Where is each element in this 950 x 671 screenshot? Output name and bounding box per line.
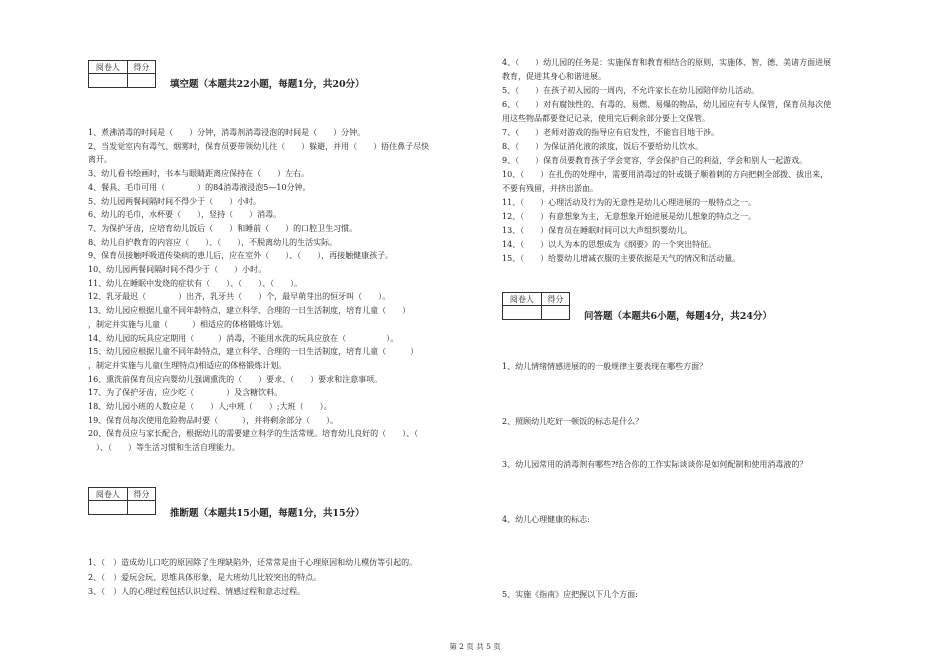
- s2r-line: 用这些物品都要登记记录，使用完后剩余部分要上交保管。: [502, 114, 710, 123]
- qa-question: 5、实施《指南》应把握以下几个方面:: [502, 590, 638, 599]
- s2r-line: 13、（ ）保育员在睡眠时间可以大声组织婴幼儿。: [502, 226, 693, 235]
- score-label: 得分: [127, 61, 155, 74]
- score-box-2: [88, 487, 156, 515]
- reviewer-label: 阅卷人: [89, 61, 128, 74]
- s1-line: 1、煮沸消毒的时间是（ ）分钟，消毒剂消毒浸泡的时间是（ ）分钟。: [88, 128, 366, 137]
- s1-line: 16、熏洗前保育员应向婴幼儿强调熏洗的（ ）要求、（ ）要求和注意事项。: [88, 374, 383, 384]
- s2l-line: 1、（ ）造成幼儿口吃的原因除了生理缺陷外，还常常是由于心理原因和幼儿模仿等引起的。: [88, 558, 418, 567]
- s2r-line: 9、（ ）保育员要教育孩子学会宽容，学会保护自己的利益，学会和别人一起游戏。: [502, 156, 808, 165]
- s1-line: 2、当发觉室内有毒气、烟雾时，保育员要带领幼儿往（ ）躲避，并用（ ）捂住鼻子尽快: [88, 141, 430, 151]
- score-cell: [127, 501, 155, 515]
- qa-question: 4、幼儿心理健康的标志:: [502, 515, 590, 524]
- s2r-line: 6、（ ）对有腐蚀性的、有毒的、易燃、易爆的物品，幼儿园应有专人保管，保育员每次使: [502, 100, 832, 109]
- score-label: 得分: [541, 293, 569, 306]
- s2r-line: 14、（ ）以人为本的思想成为《纲要》的一个突出特征。: [502, 240, 717, 249]
- s1-line: 3、幼儿看书绘画时，书本与眼睛距离应保持在（ ）左右。: [88, 169, 310, 179]
- s2r-line: 10、（ ）在扎伤的处理中，需要用消毒过的针或镊子顺着刺的方向把刺全部拨、拔出来，: [502, 170, 829, 179]
- s2r-line: 15、（ ）给婴幼儿增减衣服的主要依据是天气的情况和活动量。: [502, 254, 741, 263]
- s1-line: 7、为保护牙齿，应培育幼儿饭后（ ）和睡前（ ）的口腔卫生习惯。: [88, 223, 358, 233]
- s1-line: 19、保育员每次使用危险物品时要（ ），并将剩余部分（ ）。: [88, 415, 339, 425]
- s2r-line: 4、（ ）幼儿园的任务是：实施保育和教育相结合的原则，实施体、智、德、美诸方面进展: [502, 58, 832, 67]
- s1-line: ，制定并实施与儿童（ ）相适应的体格锻炼计划。: [88, 319, 288, 329]
- s2r-line: 不要有残留，并挤出淤血。: [502, 184, 598, 193]
- score-cell: [541, 306, 569, 320]
- s1-line: 9、保育员接触呼吸道传染病的患儿后，应在室外（ ）、（ ），再接触健康孩子。: [88, 251, 394, 261]
- section-title-fill-in: 填空题（本题共22小题，每题1分，共20分）: [170, 79, 365, 90]
- s1-line: 14、幼儿园的玩具应定期用（ ）消毒，不能用水洗的玩具应放在（ ）。: [88, 333, 399, 343]
- reviewer-cell: [89, 501, 128, 515]
- s1-line: 离开。: [88, 155, 112, 165]
- qa-question: 1、幼儿情绪情感进展的的一般规律主要表现在哪些方面？: [502, 362, 708, 371]
- s1-line: 8、幼儿自护教育的内容应（ ）、（ ），不脱离幼儿的生活实际。: [88, 237, 338, 247]
- s1-line: 15、幼儿园应根据儿童不同年龄特点，建立科学、合理的一日生活制度，培育儿童（ ）: [88, 347, 419, 357]
- score-box-3: [502, 292, 570, 320]
- reviewer-cell: [503, 306, 542, 320]
- score-label: 得分: [127, 488, 155, 501]
- s1-line: ，制定并实施与儿童(生理特点)相适应的体格锻炼计划。: [88, 360, 287, 370]
- s2l-line: 3、（ ）人的心理过程包括认识过程、情感过程和意志过程。: [88, 587, 306, 596]
- s1-line: 11、幼儿在睡眠中发烧的症状有（ ）、（ ）、（ ）。: [88, 278, 303, 288]
- s1-line: ）、（ ）等生活习惯和生活自理能力。: [88, 443, 240, 453]
- s2r-line: 教育，促进其身心和谐进展。: [502, 72, 606, 81]
- s1-line: 5、幼儿园两餐间隔时间不得少于（ ）小时。: [88, 196, 262, 206]
- s1-line: 10、幼儿园两餐间隔时间不得少于（ ）小时。: [88, 265, 267, 274]
- s1-line: 13、幼儿园应根据儿童不同年龄特点，建立科学、合理的一日生活制度，培育儿童（ ）: [88, 306, 411, 316]
- reviewer-label: 阅卷人: [503, 293, 542, 306]
- s1-line: 4、餐具、毛巾可用（ ）的84消毒液浸泡5—10分钟。: [88, 182, 311, 192]
- s1-line: 12、乳牙最迟（ ）出齐，乳牙共（ ）个，最早萌芽出的恒牙叫（ ）。: [88, 292, 391, 302]
- s1-line: 20、保育员应与家长配合，根据幼儿的需要建立科学的生活常规。培育幼儿良好的（ ）、（: [88, 429, 419, 439]
- s2r-line: 5、（ ）在孩子初入园的一周内，不允许家长在幼儿园陪伴幼儿活动。: [502, 86, 760, 95]
- score-cell: [127, 74, 155, 88]
- qa-question: 2、照顾幼儿吃好一顿饭的标志是什么？: [502, 417, 644, 426]
- reviewer-label: 阅卷人: [89, 488, 128, 501]
- score-box-1: [88, 60, 156, 88]
- section-title-judgment: 推断题（本题共15小题，每题1分，共15分）: [170, 508, 365, 519]
- s2r-line: 11、（ ）心理活动及行为的无意性是幼儿心理进展的一般特点之一。: [502, 198, 757, 207]
- qa-question: 3、幼儿园常用的消毒剂有哪些?结合你的工作实际谈谈你是如何配制和使用消毒液的？: [502, 460, 808, 469]
- s1-line: 17、为了保护牙齿，应少吃（ ）及含糖饮料。: [88, 388, 283, 398]
- section-title-qa: 问答题（本题共6小题，每题4分，共24分）: [584, 311, 772, 322]
- page-footer: 第 2 页 共 5 页: [449, 642, 501, 651]
- s2r-line: 7、（ ）老师对游戏的指导应有启发性，不能盲目地干涉。: [502, 128, 720, 137]
- s1-line: 18、幼儿园小班的人数应是（ ）人;中班（ ）;大班（ ）。: [88, 402, 332, 411]
- reviewer-cell: [89, 74, 128, 88]
- s2r-line: 12、（ ）有意想象为主，无意想象开始进展是幼儿想象的特点之一。: [502, 212, 757, 221]
- s2l-line: 2、（ ）爱玩会玩、思维具体形象，是大班幼儿比较突出的特点。: [88, 572, 322, 582]
- s2r-line: 8、（ ）为保证消化液的浓度，饭后不要给幼儿饮水。: [502, 142, 704, 151]
- s1-line: 6、幼儿的毛巾，水杯要（ ），竖持（ ）消毒。: [88, 210, 282, 220]
